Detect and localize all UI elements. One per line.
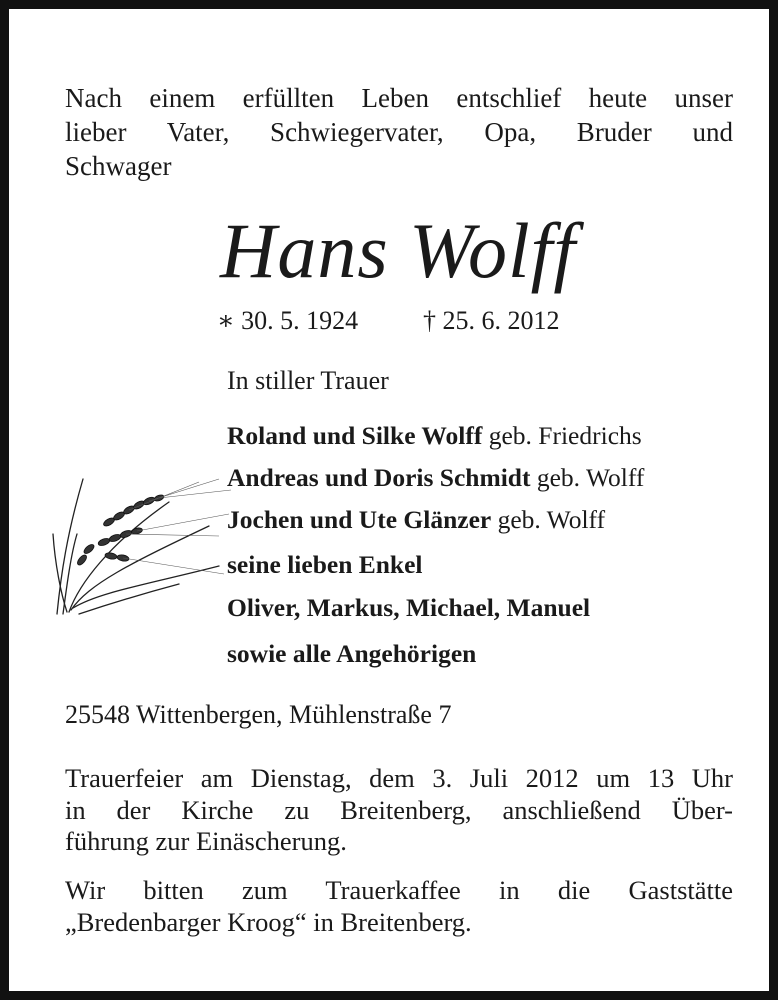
family-line-2 [227,462,644,494]
family-name: Roland und Silke Wolff [227,421,483,450]
family-name: seine lieben Enkel [227,550,423,579]
grandchildren-names [227,592,590,624]
coffee-invitation [65,875,733,938]
birth-date: ∗ 30. 5. 1924 [217,306,359,335]
family-name: sowie alle Angehörigen [227,639,477,668]
mourning-line: In stiller Trauer [227,366,389,395]
family-note: geb. Wolff [491,505,606,534]
grandchildren-heading [227,549,423,581]
family-name: Jochen und Ute Glänzer [227,505,492,534]
family-line-1 [227,420,642,452]
coffee-line-2: „Bredenbarger Kroog“ in Breitenberg. [65,906,472,937]
funeral-line-1: Trauerfeier am Dienstag, dem 3. Juli 2012 um 13 Uhr [65,763,733,793]
family-note: geb. Wolff [530,463,645,492]
intro-line-3: Schwager [65,151,172,181]
deceased-name: Hans Wolff [219,207,576,294]
life-dates [217,305,560,337]
family-name: Oliver, Markus, Michael, Manuel [227,593,591,622]
funeral-info [65,763,733,858]
intro-text [65,81,733,183]
wheat-ears-icon [49,474,239,624]
family-name: Andreas und Doris Schmidt [227,463,531,492]
coffee-line-1: Wir bitten zum Trauerkaffee in die Gaststätte [65,875,733,905]
death-date: † 25. 6. 2012 [423,306,560,335]
address: 25548 Wittenbergen, Mühlenstraße 7 [65,700,452,729]
family-note: geb. Friedrichs [482,421,642,450]
funeral-line-3: führung zur Einäscherung. [65,826,347,856]
funeral-line-2: in der Kirche zu Breitenberg, anschließend Über- [65,794,733,825]
family-line-3 [227,504,605,536]
intro-line-2: lieber Vater, Schwiegervater, Opa, Bruder und [65,117,733,147]
relatives-line [227,638,476,670]
intro-line-1: Nach einem erfüllten Leben entschlief heute unser [65,83,733,113]
